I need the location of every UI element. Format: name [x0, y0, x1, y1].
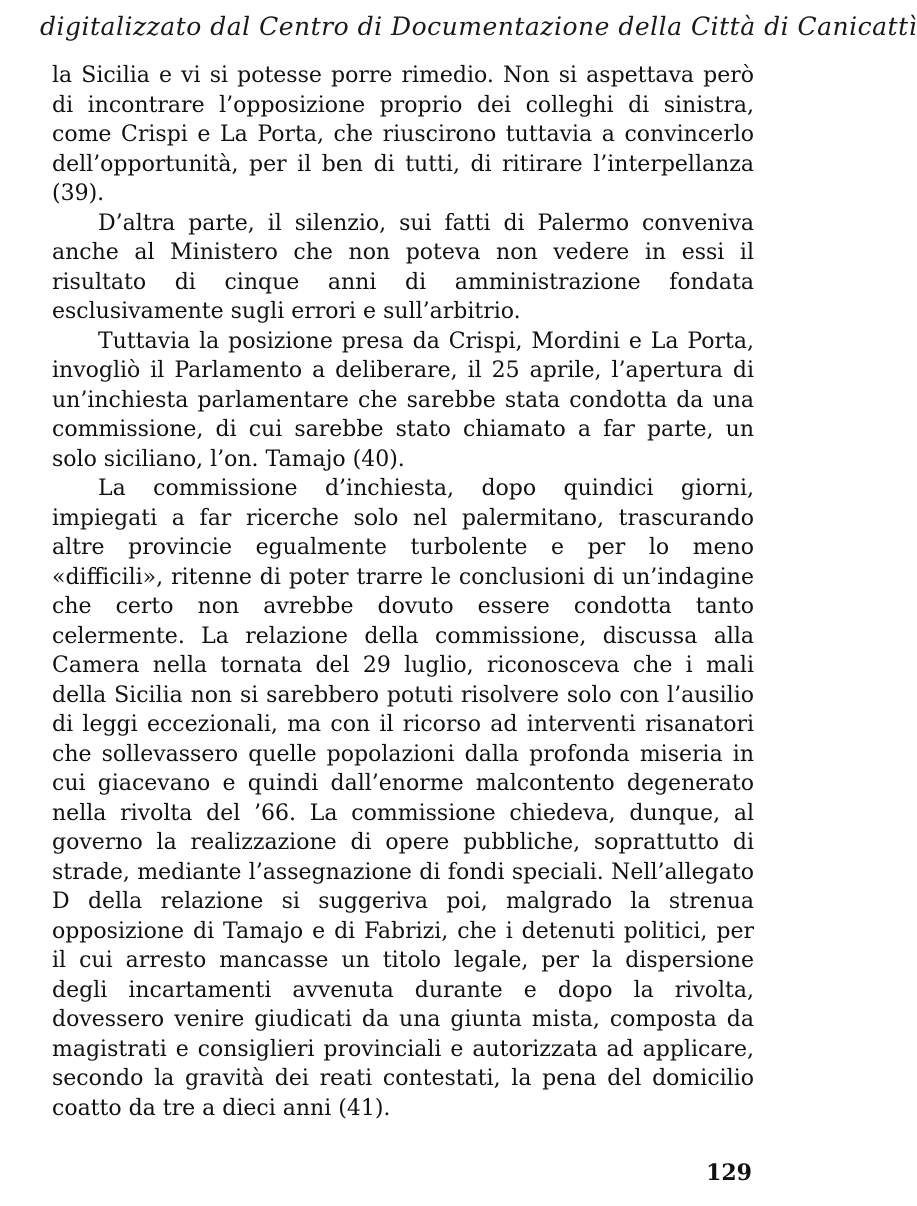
paragraph-4: La commissione d’inchiesta, dopo quindici giorni, impiegati a far ricerche solo nel palermitano, trascurando altre provincie egualmente turbolente e per lo meno «difficili», ritenne di poter trarre le conclusioni di un’indagine che certo non avrebbe dovuto essere condotta tanto celermente. La relazione della commissione, discussa alla Camera nella tornata del 29 luglio, riconosceva che i mali della Sicilia non si sarebbero potuti risolvere solo con l’ausilio di leggi eccezionali, ma con il ricorso ad interventi risanatori che sollevassero quelle popolazioni dalla profonda miseria in cui giacevano e quindi dall’enorme malcontento degenerato nella rivolta del ’66. La commissione chiedeva, dunque, al governo la realizzazione di opere pubbliche, soprattutto di strade, mediante l’assegnazione di fondi speciali. Nell’allegato D della relazione si suggeriva poi, malgrado la strenua opposizione di Tamajo e di Fabrizi, che i detenuti politici, per il cui arresto mancasse un titolo legale, per la dispersione degli incartamenti avvenuta durante e dopo la rivolta, dovessero venire giudicati da una giunta mista, composta da magistrati e consiglieri provinciali e autorizzata ad applicare, secondo la gravità dei reati contestati, la pena del domicilio coatto da tre a dieci anni (41).: [52, 476, 754, 1121]
digitization-watermark: digitalizzato dal Centro di Documentazione della Città di Canicattì: [40, 12, 917, 41]
paragraph-3: Tuttavia la posizione presa da Crispi, Mordini e La Porta, invogliò il Parlamento a deliberare, il 25 aprile, l’apertura di un’inchiesta parlamentare che sarebbe stata condotta da una commissione, di cui sarebbe stato chiamato a far parte, un solo siciliano, l’on. Tamajo (40).: [52, 328, 754, 472]
body-text: [52, 61, 754, 1123]
paragraph-1: la Sicilia e vi si potesse porre rimedio. Non si aspettava però di incontrare l’opposizione proprio dei colleghi di sinistra, come Crispi e La Porta, che riuscirono tuttavia a convincerlo dell’opportunità, per il ben di tutti, di ritirare l’interpellanza (39).: [52, 63, 754, 206]
paragraph-2: D’altra parte, il silenzio, sui fatti di Palermo conveniva anche al Ministero che non poteva non vedere in essi il risultato di cinque anni di amministrazione fondata esclusivamente sugli errori e sull’arbitrio.: [52, 210, 754, 324]
page-number: 129: [706, 1160, 752, 1186]
